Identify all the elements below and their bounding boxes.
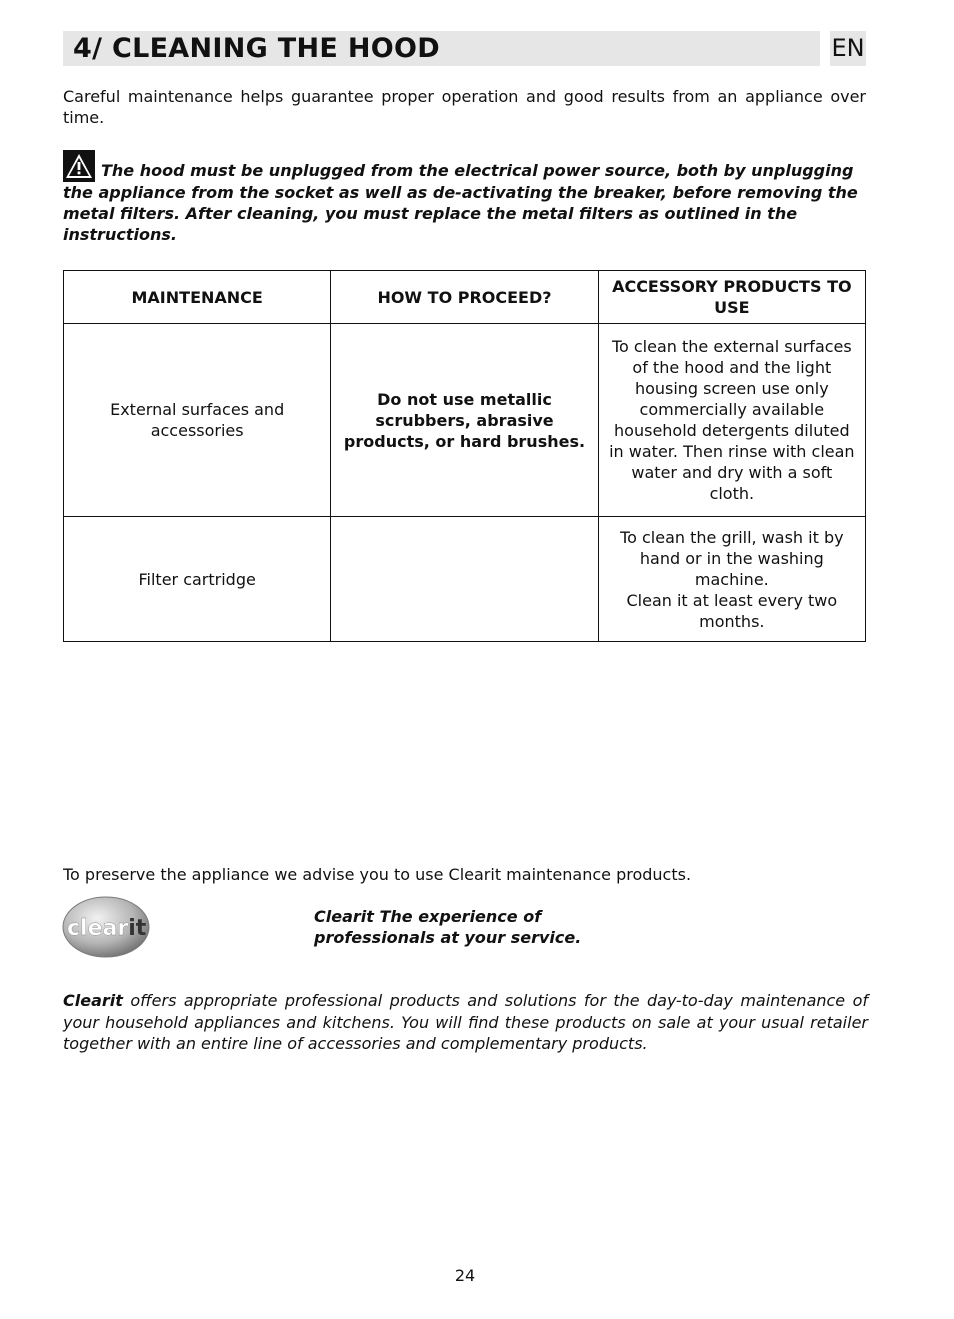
warning-block [63,150,868,245]
intro-paragraph: Careful maintenance helps guarantee proper operation and good results from an appliance over time. [63,87,866,127]
maintenance-table [63,270,866,642]
page-number: 24 [454,1266,476,1285]
cell-products [598,517,865,642]
cell-products-line: Clean it at least every two months. [626,590,838,631]
svg-text:clearit [67,916,147,941]
warning-text: The hood must be unplugged from the electrical power source, both by unplugging the appliance from the socket as well as de-activating the breaker, before removing the metal filters. After cleaning, you must replace the metal filters as outlined in the instructions. [63,161,858,244]
logo-text: clear [67,916,129,941]
section-title-bar [63,31,820,66]
clearit-logo [62,896,150,958]
page-title: 4/ CLEANING THE HOOD [73,33,440,64]
cell-products: To clean the external surfaces of the hood and the light housing screen use only commercially available household detergents diluted in water. Then rinse with clean water and dry with a soft cloth. [598,324,865,517]
table-row [64,324,866,517]
tagline-line: Clearit The experience of [314,907,542,926]
column-header-products: ACCESSORY PRODUCTS TO USE [598,271,865,324]
logo-text-accent: it [128,916,147,941]
language-badge: EN [830,31,866,66]
table-row [64,517,866,642]
clearit-tagline [314,906,581,948]
cell-how: Do not use metallic scrubbers, abrasive products, or hard brushes. [331,324,598,517]
column-header-maintenance: MAINTENANCE [64,271,331,324]
tagline-line: professionals at your service. [314,928,582,947]
cell-products-line: To clean the grill, wash it by hand or in the washing machine. [620,527,844,589]
cell-maintenance: External surfaces and accessories [64,324,331,517]
preserve-paragraph: To preserve the appliance we advise you to use Clearit maintenance products. [63,865,692,884]
clearit-paragraph [63,990,868,1055]
clearit-text: offers appropriate professional products and solutions for the day-to-day maintenance of your household appliances and kitchens. You will find these products on sale at your usual retailer together with an entire line of accessories and complementary products. [63,991,868,1053]
cell-maintenance: Filter cartridge [64,517,331,642]
cell-how [331,517,598,642]
table-header-row [64,271,866,324]
column-header-how: HOW TO PROCEED? [331,271,598,324]
warning-triangle-icon [63,150,95,182]
clearit-brand: Clearit [63,991,123,1010]
